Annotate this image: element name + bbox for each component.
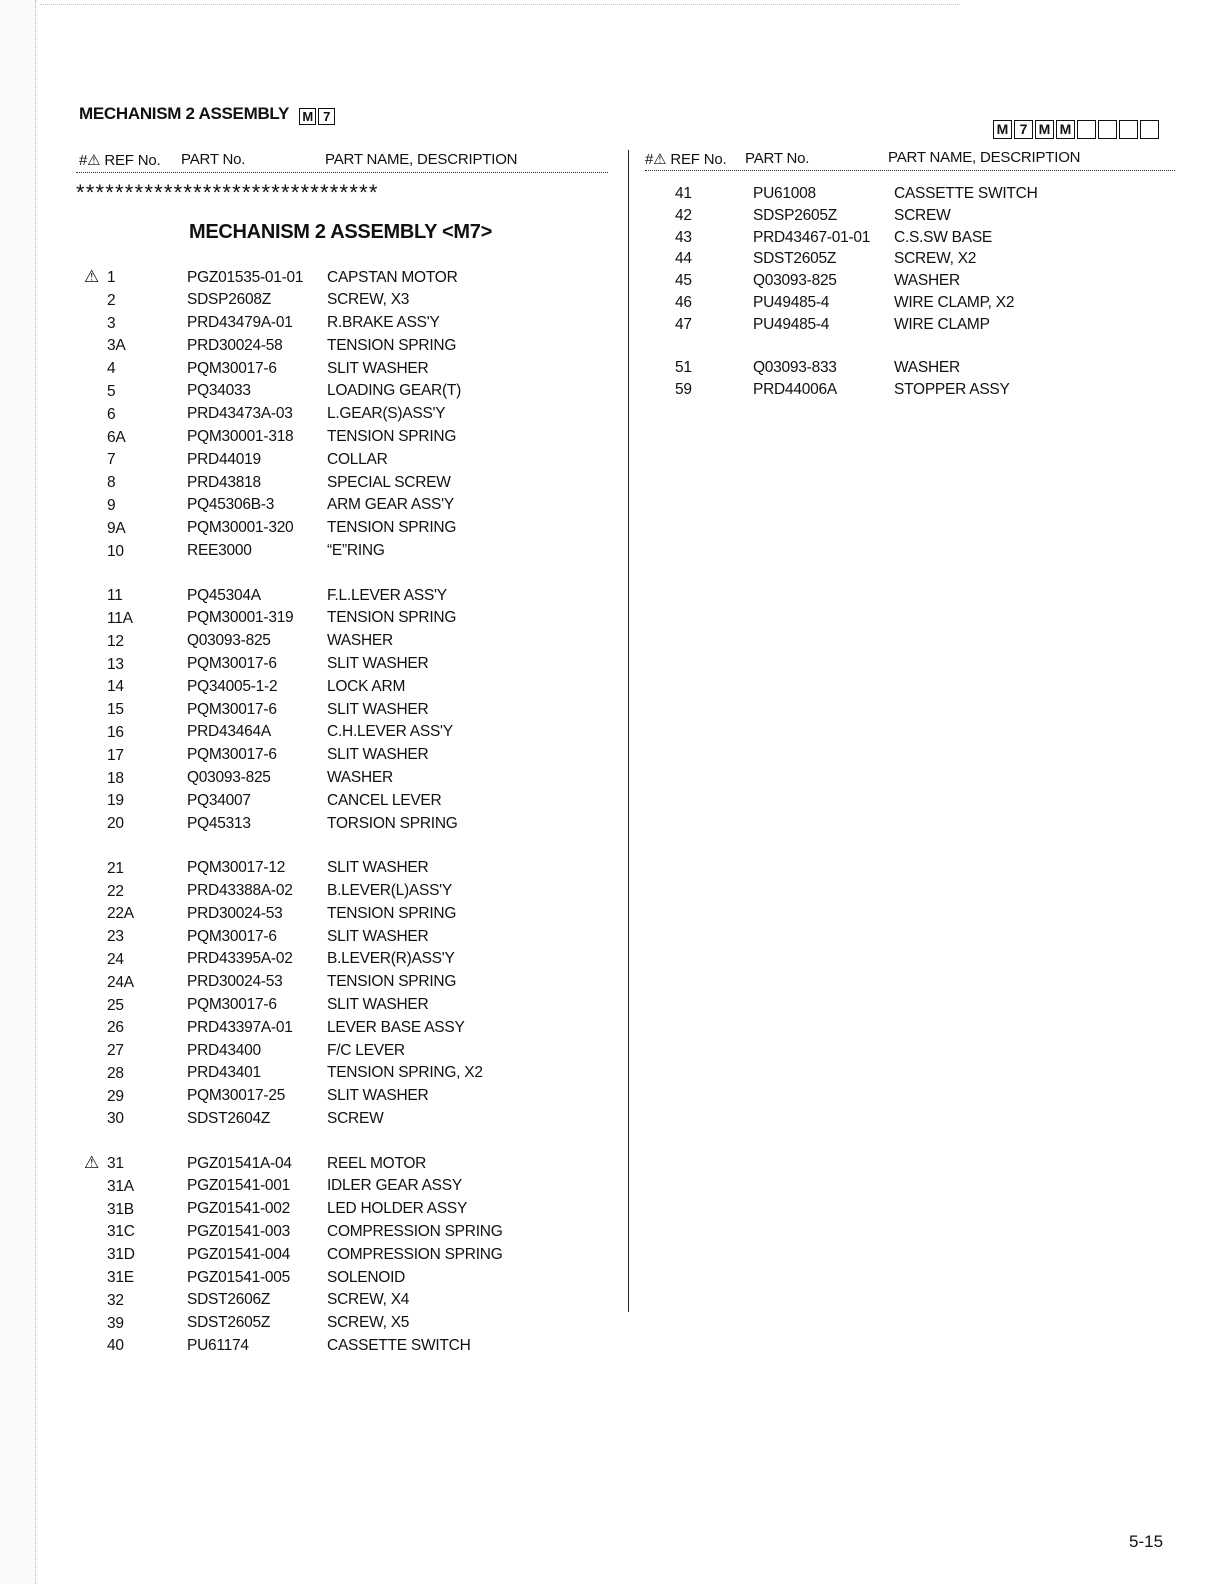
part-description: WASHER bbox=[327, 769, 393, 787]
ref-cell bbox=[80, 1152, 187, 1175]
ref-number: 9 bbox=[107, 496, 116, 514]
parts-row bbox=[80, 1085, 567, 1108]
parts-row bbox=[675, 227, 1134, 249]
part-number: PRD43464A bbox=[187, 723, 271, 741]
ref-cell: 45 bbox=[675, 272, 692, 290]
parts-row bbox=[80, 494, 567, 517]
parts-row bbox=[80, 925, 567, 948]
ref-cell: 44 bbox=[675, 250, 692, 268]
ref-cell: 51 bbox=[675, 359, 692, 377]
ref-number: 5 bbox=[107, 382, 116, 400]
part-description: CANCEL LEVER bbox=[327, 791, 442, 809]
part-description: F.L.LEVER ASS'Y bbox=[327, 586, 447, 604]
ref-number: 32 bbox=[107, 1291, 124, 1309]
part-description: WASHER bbox=[894, 272, 960, 290]
ref-cell bbox=[80, 1334, 187, 1357]
ref-cell bbox=[80, 744, 187, 767]
part-number: PRD44019 bbox=[187, 450, 261, 468]
part-number: PQM30001-319 bbox=[187, 609, 294, 627]
parts-row bbox=[80, 1220, 567, 1243]
part-number: PRD43401 bbox=[187, 1064, 261, 1082]
part-number: PQM30017-6 bbox=[187, 996, 277, 1013]
ref-number: 14 bbox=[107, 678, 124, 696]
ref-number: 27 bbox=[107, 1042, 124, 1060]
part-description: WIRE CLAMP, X2 bbox=[894, 293, 1015, 311]
ref-number: 15 bbox=[107, 701, 124, 719]
part-number: PQ45304A bbox=[187, 586, 261, 604]
ref-number: 24A bbox=[107, 973, 134, 991]
parts-row bbox=[80, 902, 567, 925]
code-box bbox=[1119, 120, 1138, 139]
parts-row bbox=[80, 880, 567, 903]
ref-number: 1 bbox=[107, 269, 116, 286]
ref-cell bbox=[80, 1266, 187, 1289]
parts-row bbox=[80, 812, 567, 835]
ref-number: 31B bbox=[107, 1200, 134, 1218]
left-header-rule bbox=[76, 172, 608, 173]
parts-row bbox=[80, 1062, 567, 1085]
ref-number: 39 bbox=[107, 1314, 124, 1332]
part-number: PQM30017-6 bbox=[187, 746, 277, 764]
safety-warning-icon: ⚠ bbox=[84, 267, 99, 286]
part-description: “E”RING bbox=[327, 542, 385, 560]
part-description: TENSION SPRING, X2 bbox=[327, 1064, 483, 1082]
parts-row bbox=[80, 607, 567, 630]
part-description: CAPSTAN MOTOR bbox=[327, 268, 458, 286]
left-header-desc: PART NAME, DESCRIPTION bbox=[325, 151, 518, 168]
ref-number: 3 bbox=[107, 314, 116, 332]
ref-number: 20 bbox=[107, 815, 124, 833]
parts-row bbox=[80, 630, 567, 653]
right-header-ref: #⚠ REF No. bbox=[645, 151, 727, 168]
part-description: CASSETTE SWITCH bbox=[894, 185, 1038, 202]
part-number: PRD43818 bbox=[187, 473, 261, 491]
part-description: SCREW, X4 bbox=[327, 1291, 410, 1309]
part-number: PQM30017-6 bbox=[187, 359, 277, 377]
page-number: 5-15 bbox=[1129, 1532, 1164, 1551]
part-number: PQM30001-318 bbox=[187, 428, 294, 446]
part-number: PRD30024-58 bbox=[187, 336, 283, 354]
part-description: LED HOLDER ASSY bbox=[327, 1200, 468, 1218]
row-spacer bbox=[80, 562, 567, 584]
ref-cell bbox=[80, 902, 187, 925]
row-spacer bbox=[675, 336, 1134, 358]
ref-cell bbox=[80, 1085, 187, 1108]
parts-row bbox=[80, 1039, 567, 1062]
part-description: COMPRESSION SPRING bbox=[327, 1245, 503, 1263]
ref-number: 8 bbox=[107, 474, 116, 492]
ref-number: 40 bbox=[107, 1337, 124, 1355]
ref-number: 2 bbox=[107, 291, 116, 309]
ref-cell bbox=[80, 1175, 187, 1198]
ref-cell: 42 bbox=[675, 206, 692, 224]
part-number: PQ34007 bbox=[187, 791, 251, 809]
ref-cell bbox=[80, 471, 187, 494]
parts-row bbox=[80, 721, 567, 744]
ref-number: 10 bbox=[107, 542, 124, 560]
ref-cell bbox=[80, 607, 187, 630]
parts-row bbox=[80, 767, 567, 790]
part-number: PGZ01541-003 bbox=[187, 1222, 290, 1240]
title-code-boxes bbox=[299, 108, 335, 125]
part-description: COMPRESSION SPRING bbox=[327, 1222, 503, 1240]
ref-number: 6A bbox=[107, 428, 126, 446]
part-number: PGZ01541-001 bbox=[187, 1177, 290, 1195]
part-number: PQM30001-320 bbox=[187, 519, 294, 537]
part-number: PRD43467-01-01 bbox=[753, 228, 871, 246]
code-box bbox=[1077, 120, 1096, 139]
ref-cell bbox=[80, 517, 187, 540]
right-header-desc: PART NAME, DESCRIPTION bbox=[888, 149, 1081, 166]
part-description: TENSION SPRING bbox=[327, 609, 457, 627]
part-description: B.LEVER(R)ASS'Y bbox=[327, 950, 455, 968]
ref-number: 29 bbox=[107, 1087, 124, 1105]
ref-cell bbox=[80, 426, 187, 449]
ref-cell bbox=[80, 698, 187, 721]
ref-number: 19 bbox=[107, 792, 124, 810]
part-description: SOLENOID bbox=[327, 1268, 406, 1286]
parts-row bbox=[80, 1175, 567, 1198]
parts-row bbox=[80, 1152, 567, 1175]
ref-cell bbox=[80, 1062, 187, 1085]
ref-number: 31A bbox=[107, 1177, 134, 1195]
part-number: SDST2605Z bbox=[753, 250, 837, 268]
part-description: LOADING GEAR(T) bbox=[327, 382, 462, 400]
part-number: PGZ01541-005 bbox=[187, 1268, 290, 1286]
ref-cell bbox=[80, 357, 187, 380]
ref-cell: 59 bbox=[675, 381, 692, 399]
part-description: SCREW, X5 bbox=[327, 1314, 410, 1332]
parts-row bbox=[80, 948, 567, 971]
assembly-heading: MECHANISM 2 ASSEMBLY <M7> bbox=[189, 221, 492, 243]
part-description: WIRE CLAMP bbox=[894, 315, 990, 333]
parts-row bbox=[80, 517, 567, 540]
part-number: PRD43397A-01 bbox=[187, 1018, 293, 1036]
parts-row bbox=[675, 248, 1134, 270]
ref-number: 11 bbox=[107, 587, 123, 605]
asterisk-separator: ******************************* bbox=[76, 180, 379, 205]
ref-cell bbox=[80, 994, 187, 1017]
model-code-boxes bbox=[993, 120, 1159, 139]
part-description: TENSION SPRING bbox=[327, 428, 457, 446]
ref-cell: 46 bbox=[675, 293, 692, 311]
right-header-rule bbox=[645, 170, 1175, 171]
ref-number: 21 bbox=[107, 859, 124, 877]
part-description: L.GEAR(S)ASS'Y bbox=[327, 405, 446, 423]
ref-cell: 43 bbox=[675, 228, 692, 246]
part-number: Q03093-833 bbox=[753, 359, 837, 377]
part-description: LOCK ARM bbox=[327, 677, 406, 695]
code-box: 7 bbox=[1014, 120, 1033, 139]
parts-row bbox=[675, 314, 1134, 336]
parts-row bbox=[80, 857, 567, 880]
right-header-part: PART No. bbox=[745, 150, 810, 167]
parts-row bbox=[675, 357, 1134, 379]
ref-cell bbox=[80, 1220, 187, 1243]
ref-cell bbox=[80, 1198, 187, 1221]
code-box bbox=[1140, 120, 1159, 139]
parts-row bbox=[80, 426, 567, 449]
part-number: PRD44006A bbox=[753, 381, 837, 399]
parts-row bbox=[80, 1198, 567, 1221]
parts-row bbox=[80, 540, 567, 563]
part-description: SPECIAL SCREW bbox=[327, 473, 451, 491]
ref-number: 26 bbox=[107, 1019, 124, 1037]
parts-row bbox=[80, 1107, 567, 1130]
part-number: PQ45313 bbox=[187, 814, 251, 832]
part-description: SLIT WASHER bbox=[327, 746, 429, 764]
part-number: PU61174 bbox=[187, 1336, 249, 1354]
ref-cell bbox=[80, 1107, 187, 1130]
part-number: PQM30017-6 bbox=[187, 700, 277, 718]
ref-cell bbox=[80, 494, 187, 517]
binding-margin bbox=[0, 0, 38, 1584]
part-description: REEL MOTOR bbox=[327, 1154, 427, 1172]
part-number: PGZ01541-002 bbox=[187, 1200, 290, 1218]
part-number: PGZ01541-004 bbox=[187, 1245, 290, 1263]
part-number: SDST2605Z bbox=[187, 1314, 271, 1332]
parts-row bbox=[675, 379, 1134, 401]
ref-number: 28 bbox=[107, 1064, 124, 1082]
parts-row bbox=[80, 789, 567, 812]
part-description: WASHER bbox=[327, 632, 393, 650]
part-number: SDSP2605Z bbox=[753, 206, 837, 224]
parts-row bbox=[80, 334, 567, 357]
parts-row bbox=[80, 471, 567, 494]
part-number: PQM30017-25 bbox=[187, 1087, 286, 1105]
part-description: SCREW, X3 bbox=[327, 291, 410, 309]
part-description: WASHER bbox=[894, 359, 960, 377]
ref-number: 31E bbox=[107, 1269, 134, 1287]
ref-number: 4 bbox=[107, 360, 116, 378]
part-description: SLIT WASHER bbox=[327, 700, 429, 718]
part-number: PU49485-4 bbox=[753, 315, 830, 333]
ref-cell bbox=[80, 971, 187, 994]
top-edge-line bbox=[40, 4, 960, 5]
parts-row bbox=[80, 675, 567, 698]
ref-cell bbox=[80, 1289, 187, 1312]
ref-cell bbox=[80, 880, 187, 903]
ref-number: 7 bbox=[107, 451, 116, 469]
part-number: SDST2606Z bbox=[187, 1291, 271, 1309]
part-number: PU49485-4 bbox=[753, 293, 830, 311]
parts-row bbox=[80, 1312, 567, 1335]
part-description: C.H.LEVER ASS'Y bbox=[327, 723, 453, 741]
parts-row bbox=[80, 653, 567, 676]
section-title: MECHANISM 2 ASSEMBLY M 7 bbox=[79, 104, 335, 124]
row-spacer bbox=[80, 1130, 567, 1152]
ref-number: 30 bbox=[107, 1110, 124, 1128]
ref-cell bbox=[80, 1039, 187, 1062]
part-number: Q03093-825 bbox=[187, 769, 271, 787]
part-description: TENSION SPRING bbox=[327, 904, 457, 922]
part-description: STOPPER ASSY bbox=[894, 381, 1010, 399]
part-number: PQ45306B-3 bbox=[187, 496, 275, 514]
parts-row bbox=[80, 1266, 567, 1289]
ref-cell bbox=[80, 857, 187, 880]
part-description: IDLER GEAR ASSY bbox=[327, 1177, 462, 1195]
ref-cell bbox=[80, 540, 187, 563]
parts-row bbox=[80, 1016, 567, 1039]
part-number: PRD43400 bbox=[187, 1041, 261, 1059]
ref-cell bbox=[80, 630, 187, 653]
part-number: PRD30024-53 bbox=[187, 904, 283, 922]
safety-warning-icon: ⚠ bbox=[84, 1153, 99, 1173]
part-number: PGZ01541A-04 bbox=[187, 1154, 292, 1172]
ref-number: 31C bbox=[107, 1223, 135, 1241]
ref-number: 17 bbox=[107, 746, 124, 764]
left-header-part: PART No. bbox=[181, 151, 246, 168]
part-number: PU61008 bbox=[753, 185, 816, 202]
part-number: PRD43473A-03 bbox=[187, 405, 293, 423]
code-box: M bbox=[1056, 120, 1075, 139]
ref-cell bbox=[80, 767, 187, 790]
parts-row bbox=[80, 266, 567, 289]
part-description: SLIT WASHER bbox=[327, 1087, 429, 1105]
ref-cell bbox=[80, 380, 187, 403]
ref-number: 31 bbox=[107, 1155, 124, 1173]
ref-cell bbox=[80, 1312, 187, 1335]
ref-number: 9A bbox=[107, 519, 126, 537]
parts-row bbox=[80, 1334, 567, 1357]
part-description: B.LEVER(L)ASS'Y bbox=[327, 882, 452, 900]
part-description: SCREW bbox=[327, 1109, 384, 1127]
part-description: COLLAR bbox=[327, 450, 388, 468]
parts-row bbox=[80, 289, 567, 312]
parts-row bbox=[80, 698, 567, 721]
part-number: Q03093-825 bbox=[187, 632, 271, 650]
ref-cell bbox=[80, 266, 187, 289]
ref-number: 12 bbox=[107, 632, 124, 650]
part-description: TENSION SPRING bbox=[327, 336, 457, 354]
part-number: PQ34005-1-2 bbox=[187, 677, 278, 695]
parts-row bbox=[80, 403, 567, 426]
ref-cell bbox=[80, 675, 187, 698]
parts-row bbox=[80, 357, 567, 380]
ref-number: 22A bbox=[107, 905, 134, 923]
parts-row bbox=[80, 312, 567, 335]
code-box bbox=[1098, 120, 1117, 139]
part-description: SLIT WASHER bbox=[327, 927, 429, 945]
right-parts-table bbox=[675, 183, 1134, 401]
ref-cell bbox=[80, 721, 187, 744]
parts-row bbox=[80, 971, 567, 994]
code-box: M bbox=[1035, 120, 1054, 139]
ref-number: 23 bbox=[107, 928, 124, 946]
part-number: SDSP2608Z bbox=[187, 291, 271, 309]
part-number: REE3000 bbox=[187, 542, 252, 560]
ref-cell bbox=[80, 925, 187, 948]
part-number: PQM30017-12 bbox=[187, 859, 286, 877]
parts-row bbox=[675, 183, 1134, 205]
ref-cell: 41 bbox=[675, 185, 692, 202]
left-parts-table bbox=[80, 266, 567, 1357]
ref-cell bbox=[80, 289, 187, 312]
part-description: SLIT WASHER bbox=[327, 359, 429, 377]
code-box: 7 bbox=[318, 108, 335, 125]
ref-cell bbox=[80, 312, 187, 335]
ref-cell bbox=[80, 812, 187, 835]
ref-number: 16 bbox=[107, 723, 124, 741]
ref-number: 6 bbox=[107, 405, 116, 423]
ref-number: 11A bbox=[107, 609, 133, 627]
part-description: SLIT WASHER bbox=[327, 996, 429, 1013]
part-number: PRD43395A-02 bbox=[187, 950, 293, 968]
ref-cell bbox=[80, 789, 187, 812]
parts-row bbox=[675, 270, 1134, 292]
part-number: PRD43479A-01 bbox=[187, 314, 293, 332]
parts-row bbox=[675, 292, 1134, 314]
parts-row bbox=[80, 744, 567, 767]
parts-row bbox=[80, 584, 567, 607]
code-box: M bbox=[993, 120, 1012, 139]
code-box: M bbox=[299, 108, 316, 125]
ref-number: 13 bbox=[107, 655, 124, 673]
part-number: PGZ01535-01-01 bbox=[187, 268, 304, 286]
part-number: PQM30017-6 bbox=[187, 655, 277, 673]
part-number: PQ34033 bbox=[187, 382, 251, 400]
parts-row bbox=[80, 448, 567, 471]
ref-number: 3A bbox=[107, 337, 126, 355]
part-number: SDST2604Z bbox=[187, 1109, 271, 1127]
ref-cell bbox=[80, 948, 187, 971]
part-description: R.BRAKE ASS'Y bbox=[327, 314, 440, 332]
ref-cell bbox=[80, 653, 187, 676]
ref-cell bbox=[80, 403, 187, 426]
ref-cell bbox=[80, 584, 187, 607]
part-description: TORSION SPRING bbox=[327, 814, 458, 832]
ref-number: 22 bbox=[107, 882, 124, 900]
part-description: LEVER BASE ASSY bbox=[327, 1018, 465, 1036]
parts-row bbox=[675, 205, 1134, 227]
ref-cell bbox=[80, 1243, 187, 1266]
part-number: PQM30017-6 bbox=[187, 927, 277, 945]
ref-number: 31D bbox=[107, 1246, 135, 1264]
row-spacer bbox=[80, 835, 567, 857]
ref-number: 24 bbox=[107, 950, 124, 968]
part-description: SLIT WASHER bbox=[327, 655, 429, 673]
part-number: Q03093-825 bbox=[753, 272, 837, 290]
part-description: SLIT WASHER bbox=[327, 859, 429, 877]
ref-cell: 47 bbox=[675, 315, 692, 333]
part-number: PRD43388A-02 bbox=[187, 882, 293, 900]
ref-cell bbox=[80, 334, 187, 357]
column-divider bbox=[628, 150, 629, 1312]
part-description: SCREW, X2 bbox=[894, 250, 977, 268]
part-description: CASSETTE SWITCH bbox=[327, 1336, 471, 1354]
parts-row bbox=[80, 994, 567, 1017]
left-header-ref: #⚠ REF No. bbox=[79, 152, 161, 169]
ref-number: 18 bbox=[107, 769, 124, 787]
ref-cell bbox=[80, 448, 187, 471]
part-description: C.S.SW BASE bbox=[894, 228, 993, 246]
part-number: PRD30024-53 bbox=[187, 973, 283, 991]
part-description: SCREW bbox=[894, 206, 951, 224]
parts-row bbox=[80, 1289, 567, 1312]
part-description: F/C LEVER bbox=[327, 1041, 405, 1059]
ref-number: 25 bbox=[107, 996, 124, 1014]
part-description: TENSION SPRING bbox=[327, 973, 457, 991]
parts-row bbox=[80, 380, 567, 403]
part-description: TENSION SPRING bbox=[327, 519, 457, 537]
parts-row bbox=[80, 1243, 567, 1266]
part-description: ARM GEAR ASS'Y bbox=[327, 496, 454, 514]
ref-cell bbox=[80, 1016, 187, 1039]
